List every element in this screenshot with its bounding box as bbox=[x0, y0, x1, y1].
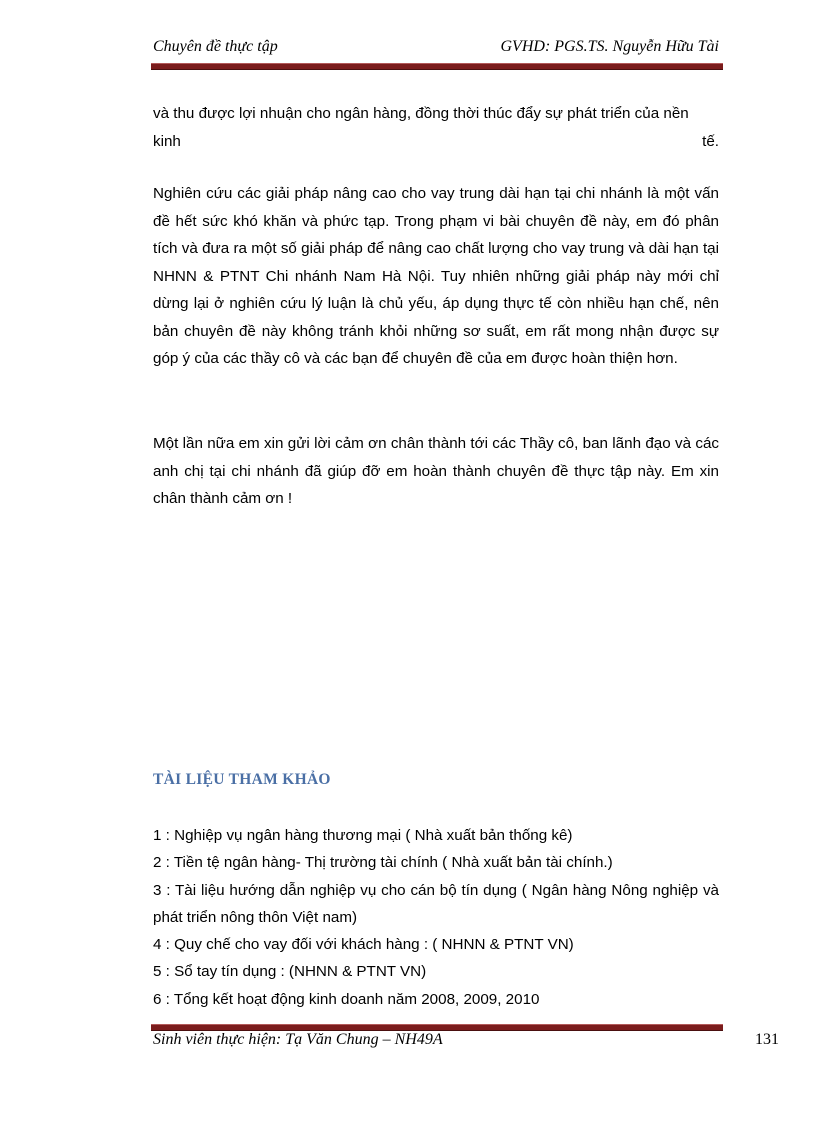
footer-divider bbox=[151, 1024, 723, 1031]
header-divider bbox=[151, 63, 723, 70]
reference-item: 5 : Sổ tay tín dụng : (NHNN & PTNT VN) bbox=[153, 963, 427, 981]
header-advisor: GVHD: PGS.TS. Nguyễn Hữu Tài bbox=[500, 38, 719, 55]
footer-author: Sinh viên thực hiện: Tạ Văn Chung – NH49A bbox=[153, 1031, 443, 1048]
reference-item: 4 : Quy chế cho vay đối với khách hàng : ( NHNN & PTNT VN) bbox=[153, 936, 574, 954]
reference-item: 6 : Tổng kết hoạt động kinh doanh năm 2008, 2009, 2010 bbox=[153, 990, 540, 1008]
paragraph-last-line bbox=[153, 128, 719, 156]
paragraph-research-scope: Nghiên cứu các giải pháp nâng cao cho vay trung dài hạn tại chi nhánh là một vấn đề hết sức khó khăn và phức tạp. Trong phạm vi bài chuyên đề này, em đó phân tích và đưa ra một số giải pháp để nâng cao chất lượng cho vay trung và dài hạn tại NHNN & PTNT Chi nhánh Nam Hà Nội. Tuy nhiên những giải pháp này mới chỉ dừng lại ở nghiên cứu lý luận là chủ yếu, áp dụng thực tế còn nhiều hạn chế, nên bản chuyên đề này không tránh khỏi những sơ suất, em rất mong nhận được sự góp ý của các thầy cô và các bạn để chuyên đề của em được hoàn thiện hơn. bbox=[153, 185, 719, 367]
reference-item: 3 : Tài liệu hướng dẫn nghiệp vụ cho cán bộ tín dụng ( Ngân hàng Nông nghiệp và phát triển nông thôn Việt nam) bbox=[153, 881, 719, 926]
page-number: 131 bbox=[755, 1031, 779, 1048]
paragraph-word: tế. bbox=[702, 132, 719, 150]
header-title: Chuyên đề thực tập bbox=[153, 38, 278, 55]
paragraph-word: kinh bbox=[153, 132, 181, 150]
paragraph-thanks: Một lần nữa em xin gửi lời cảm ơn chân thành tới các Thầy cô, ban lãnh đạo và các anh chị tại chi nhánh đã giúp đỡ em hoàn thành chuyên đề thực tập này. Em xin chân thành cảm ơn ! bbox=[153, 435, 719, 507]
reference-item: 2 : Tiền tệ ngân hàng- Thị trường tài chính ( Nhà xuất bản tài chính.) bbox=[153, 854, 613, 872]
paragraph-line: và thu được lợi nhuận cho ngân hàng, đồng thời thúc đẩy sự phát triển của nền bbox=[153, 105, 689, 122]
reference-item: 1 : Nghiệp vụ ngân hàng thương mại ( Nhà xuất bản thống kê) bbox=[153, 827, 573, 844]
references-heading: TÀI LIỆU THAM KHẢO bbox=[153, 771, 331, 788]
page-header bbox=[153, 38, 719, 62]
references-list bbox=[153, 822, 719, 1013]
paragraph-intro-continuation bbox=[153, 100, 719, 155]
